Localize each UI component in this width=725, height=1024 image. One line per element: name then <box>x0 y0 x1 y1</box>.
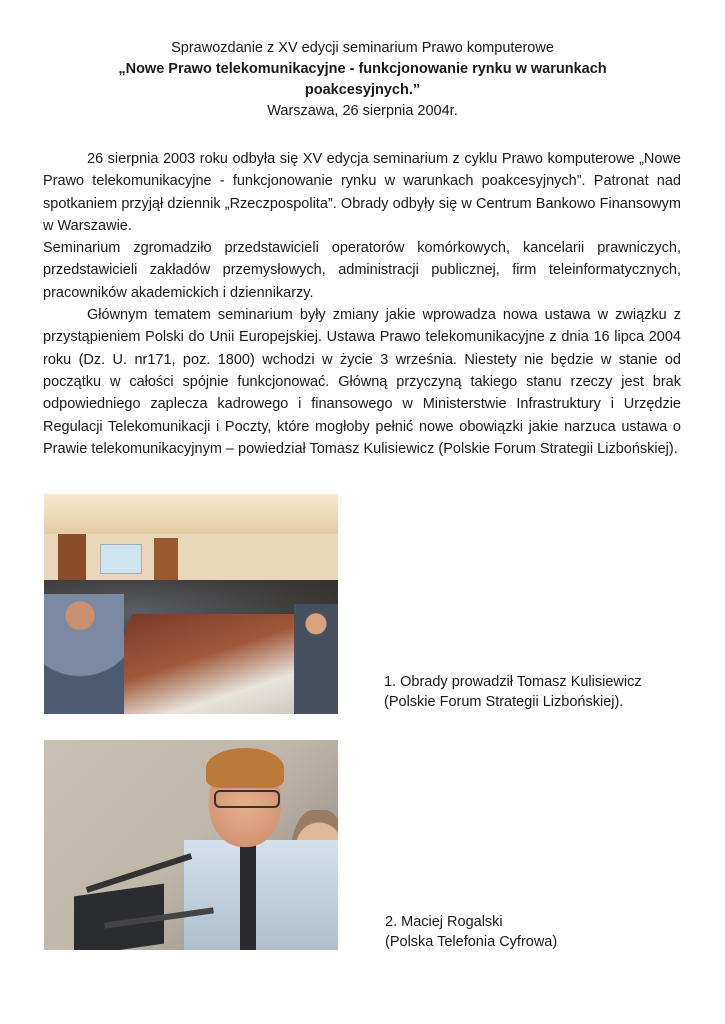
photo-2-caption-line1: 2. Maciej Rogalski <box>385 914 503 930</box>
photo-1-caption-line1: 1. Obrady prowadził Tomasz Kulisiewicz <box>384 674 642 690</box>
report-subtitle: Sprawozdanie z XV edycji seminarium Prawo komputerowe <box>171 40 554 56</box>
paragraph-2: Seminarium zgromadziło przedstawicieli operatorów komórkowych, kancelarii prawniczych, przedstawicieli zakładów przemysłowych, administracji publicznej, firm teleinformatycznych, pracowników akademickich i dziennikarzy. <box>43 240 681 301</box>
photo-1-caption <box>384 672 642 712</box>
speaker-photo <box>44 740 338 950</box>
photo-1-caption-line2: (Polskie Forum Strategii Lizbońskiej). <box>384 694 624 710</box>
place-date: Warszawa, 26 sierpnia 2004r. <box>267 103 458 119</box>
report-title-line1: „Nowe Prawo telekomunikacyjne - funkcjonowanie rynku w warunkach <box>118 61 607 77</box>
photo-2-caption <box>385 912 557 952</box>
paragraph-1: 26 sierpnia 2003 roku odbyła się XV edycja seminarium z cyklu Prawo komputerowe „Nowe Prawo telekomunikacyjne - funkcjonowanie rynku w warunkach poakcesyjnych”. Patronat nad spotkaniem przyjął dziennik „Rzeczpospolita”. Obrady odbyły się w Centrum Bankowo Finansowym w Warszawie. <box>43 151 681 234</box>
report-title-line2: poakcesyjnych.” <box>304 82 421 98</box>
report-body <box>43 148 681 460</box>
paragraph-3: Głównym tematem seminarium były zmiany jakie wprowadza nowa ustawa w związku z przystąpieniem Polski do Unii Europejskiej. Ustawa Prawo telekomunikacyjne z dnia 16 lipca 2004 roku (Dz. U. nr171, poz. 1800) wchodzi w życie 3 września. Niestety nie będzie w stanie od początku w całości spójnie funkcjonować. Główną przyczyną takiego stanu rzeczy jest brak odpowiedniego zaplecza kadrowego i finansowego w Ministerstwie Infrastruktury i Urzędzie Regulacji Telekomunikacji i Poczty, które mogłoby pełnić nowe obowiązki jakie narzuca ustawa o Prawie telekomunikacyjnym – powiedział Tomasz Kulisiewicz (Polskie Forum Strategii Lizbońskiej). <box>43 307 681 457</box>
conference-room-photo <box>44 494 338 714</box>
document-header <box>0 38 725 122</box>
photo-2-caption-line2: (Polska Telefonia Cyfrowa) <box>385 934 558 950</box>
